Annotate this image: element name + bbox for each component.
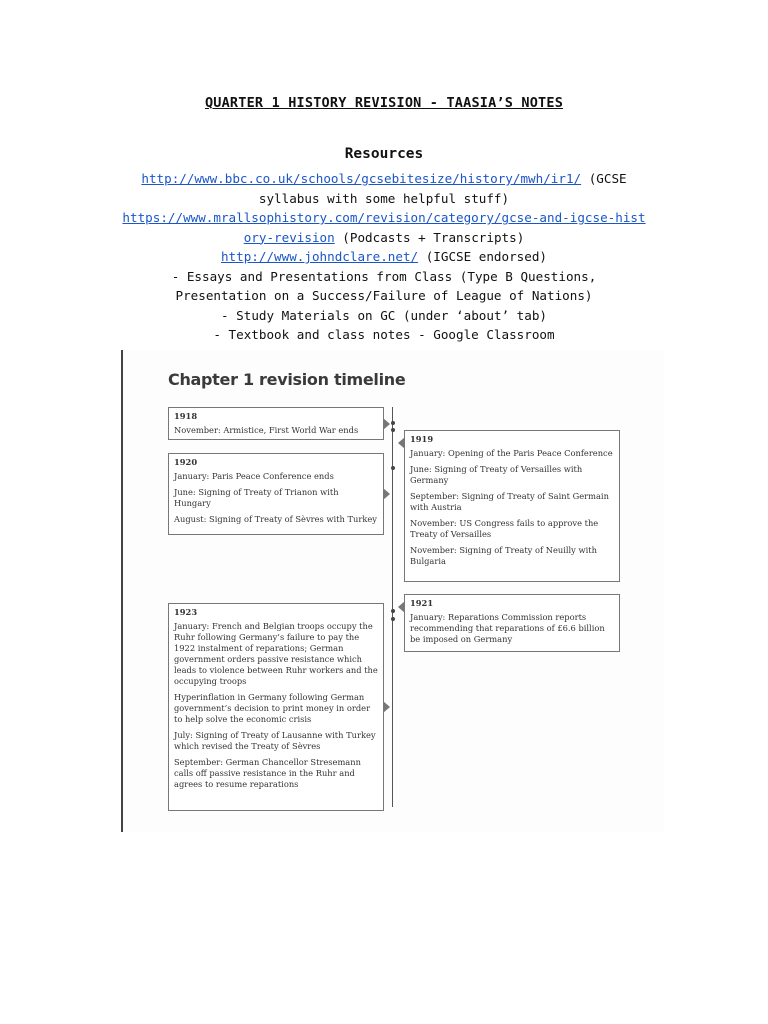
event: January: Opening of the Paris Peace Conference: [410, 448, 613, 458]
timeline-entry-1923: [168, 603, 384, 811]
event: June: Signing of Treaty of Trianon with Hungary: [174, 487, 339, 508]
event: November: Armistice, First World War ends: [174, 425, 359, 435]
event: August: Signing of Treaty of Sèvres with Turkey: [174, 514, 377, 524]
year-label: 1923: [174, 607, 198, 617]
resource-essays-cont: Presentation on a Success/Failure of League of Nations): [175, 288, 593, 303]
resource-bbc: [84, 169, 684, 189]
bbc-note: (GCSE: [581, 171, 627, 186]
mrallsop-link-cont[interactable]: ory-revision: [243, 229, 335, 245]
event: June: Signing of Treaty of Versailles with Germany: [410, 464, 583, 485]
year-label: 1921: [410, 598, 434, 608]
year-label: 1920: [174, 457, 198, 467]
timeline-dot-1920: [391, 466, 395, 470]
johndclare-note: (IGCSE endorsed): [418, 249, 548, 264]
timeline-dot-1923: [391, 617, 395, 621]
page-title: QUARTER 1 HISTORY REVISION - TAASIA’S NOTES: [204, 95, 564, 111]
bbc-link[interactable]: http://www.bbc.co.uk/schools/gcsebitesize/history/mwh/ir1/: [141, 171, 582, 186]
event: September: Signing of Treaty of Saint Germain with Austria: [410, 491, 609, 512]
event: September: German Chancellor Stresemann calls off passive resistance in the Ruhr and agrees to resume reparations: [174, 757, 361, 789]
resource-mrallsop: [84, 208, 684, 228]
bbc-note-cont: syllabus with some helpful stuff): [258, 190, 510, 206]
timeline-entry-1919: [404, 430, 620, 582]
resources-list: [84, 169, 684, 345]
resource-johndclare: [84, 247, 684, 267]
timeline-dot-1919: [391, 428, 395, 432]
mrallsop-link[interactable]: https://www.mrallsophistory.com/revision/category/gcse-and-igcse-hist: [122, 210, 646, 225]
event: November: US Congress fails to approve the Treaty of Versailles: [410, 518, 599, 539]
resource-gc: - Study Materials on GC (under ‘about’ tab): [220, 307, 548, 323]
mrallsop-note: (Podcasts + Transcripts): [334, 229, 525, 245]
resource-mrallsop-cont: [84, 228, 684, 248]
johndclare-link[interactable]: http://www.johndclare.net/: [220, 249, 419, 264]
timeline-dot-1918: [391, 421, 395, 425]
timeline-entry-1921: [404, 594, 620, 652]
timeline-entry-1918: [168, 407, 384, 440]
timeline-title: Chapter 1 revision timeline: [168, 370, 406, 389]
timeline-entry-1920: [168, 453, 384, 535]
event: January: Paris Peace Conference ends: [174, 471, 334, 481]
event: January: Reparations Commission reports recommending that reparations of £6.6 billion be imposed on Germany: [410, 612, 605, 644]
resources-heading: Resources: [344, 146, 424, 162]
event: January: French and Belgian troops occupy the Ruhr following Germany’s failure to pay the 1922 instalment of reparations; German government orders passive resistance which leads to violence between Ruhr workers and the occupying troops: [174, 621, 378, 686]
resource-textbook: - Textbook and class notes - Google Classroom: [213, 327, 555, 342]
year-label: 1918: [174, 411, 198, 421]
resource-essays: - Essays and Presentations from Class (Type B Questions,: [171, 268, 597, 284]
year-label: 1919: [410, 434, 434, 444]
event: November: Signing of Treaty of Neuilly with Bulgaria: [410, 545, 597, 566]
event: Hyperinflation in Germany following German government’s decision to print money in order to help solve the economic crisis: [174, 692, 371, 724]
event: July: Signing of Treaty of Lausanne with Turkey which revised the Treaty of Sèvres: [174, 730, 376, 751]
timeline-figure: [121, 350, 664, 832]
timeline-dot-1921: [391, 609, 395, 613]
